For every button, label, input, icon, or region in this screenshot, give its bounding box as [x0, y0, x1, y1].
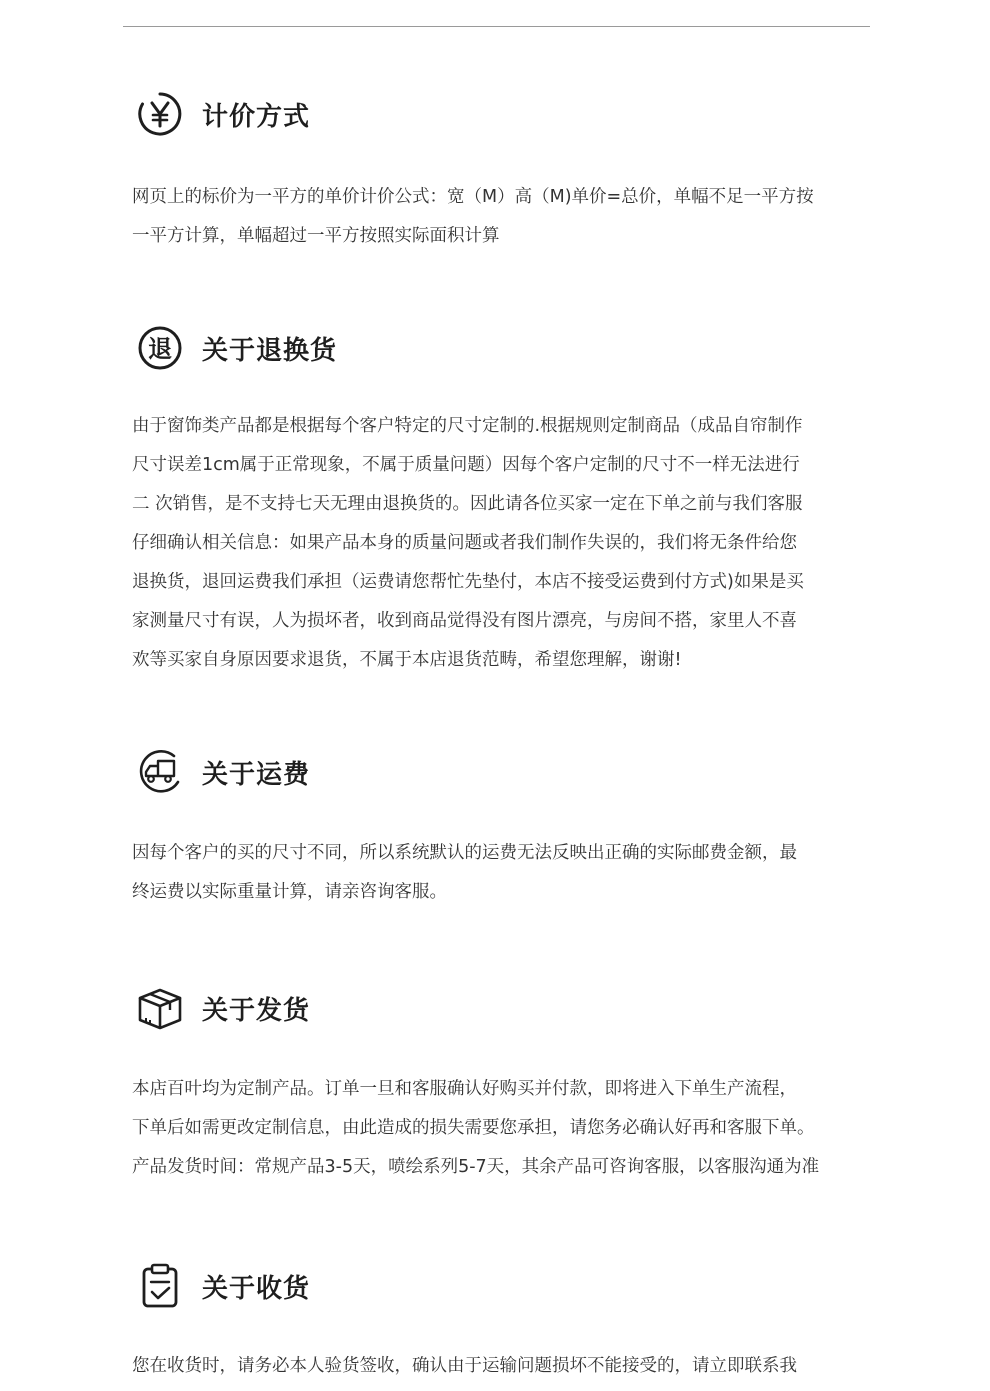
body-line: 欢等买家自身原因要求退货，不属于本店退货范畴，希望您理解，谢谢! [132, 650, 682, 670]
package-box-icon [134, 982, 186, 1034]
body-line: 家测量尺寸有误，人为损坏者，收到商品觉得没有图片漂亮，与房间不搭，家里人不喜 [132, 611, 797, 631]
return-badge-icon [134, 322, 186, 374]
section-title: 关于运费 [202, 759, 311, 790]
clipboard-check-icon [134, 1260, 186, 1312]
section-header [134, 746, 310, 798]
body-line: 一平方计算，单幅超过一平方按照实际面积计算 [132, 226, 500, 246]
section-title: 关于发货 [202, 995, 311, 1026]
svg-text:退: 退 [148, 335, 172, 363]
section-body [132, 834, 902, 912]
section-body [132, 1347, 902, 1386]
body-line: 由于窗饰类产品都是根据每个客户特定的尺寸定制的.根据规则定制商品（成品自帘制作 [132, 416, 803, 436]
body-line: 因每个客户的买的尺寸不同，所以系统默认的运费无法反映出正确的实际邮费金额，最 [132, 843, 797, 863]
top-divider [123, 26, 870, 27]
body-line: 下单后如需更改定制信息，由此造成的损失需要您承担，请您务必确认好再和客服下单。 [132, 1118, 815, 1138]
section-body [132, 1070, 902, 1187]
section-header [134, 322, 337, 374]
section-header [134, 1260, 310, 1312]
body-line: 本店百叶均为定制产品。订单一旦和客服确认好购买并付款，即将进入下单生产流程， [132, 1079, 797, 1099]
yen-coin-icon [134, 88, 186, 140]
body-line: 产品发货时间：常规产品3-5天，喷绘系列5-7天，其余产品可咨询客服，以客服沟通为准 [132, 1157, 820, 1177]
section-header [134, 88, 310, 140]
section-title: 计价方式 [202, 101, 311, 132]
body-line: 终运费以实际重量计算，请亲咨询客服。 [132, 882, 447, 902]
body-line: 二 次销售，是不支持七天无理由退换货的。因此请各位买家一定在下单之前与我们客服 [132, 494, 803, 514]
section-body [132, 407, 902, 680]
delivery-truck-icon [134, 746, 186, 798]
section-title: 关于收货 [202, 1273, 311, 1304]
body-line: 您在收货时，请务必本人验货签收，确认由于运输问题损坏不能接受的，请立即联系我 [132, 1356, 797, 1376]
section-body [132, 178, 902, 256]
section-header [134, 982, 310, 1034]
body-line: 网页上的标价为一平方的单价计价公式：宽（M）高（M)单价=总价，单幅不足一平方按 [132, 187, 814, 207]
body-line: 尺寸误差1cm属于正常现象，不属于质量问题）因每个客户定制的尺寸不一样无法进行 [132, 455, 800, 475]
body-line: 仔细确认相关信息：如果产品本身的质量问题或者我们制作失误的，我们将无条件给您 [132, 533, 797, 553]
section-title: 关于退换货 [202, 335, 338, 366]
body-line: 退换货，退回运费我们承担（运费请您帮忙先垫付，本店不接受运费到付方式)如果是买 [132, 572, 804, 592]
